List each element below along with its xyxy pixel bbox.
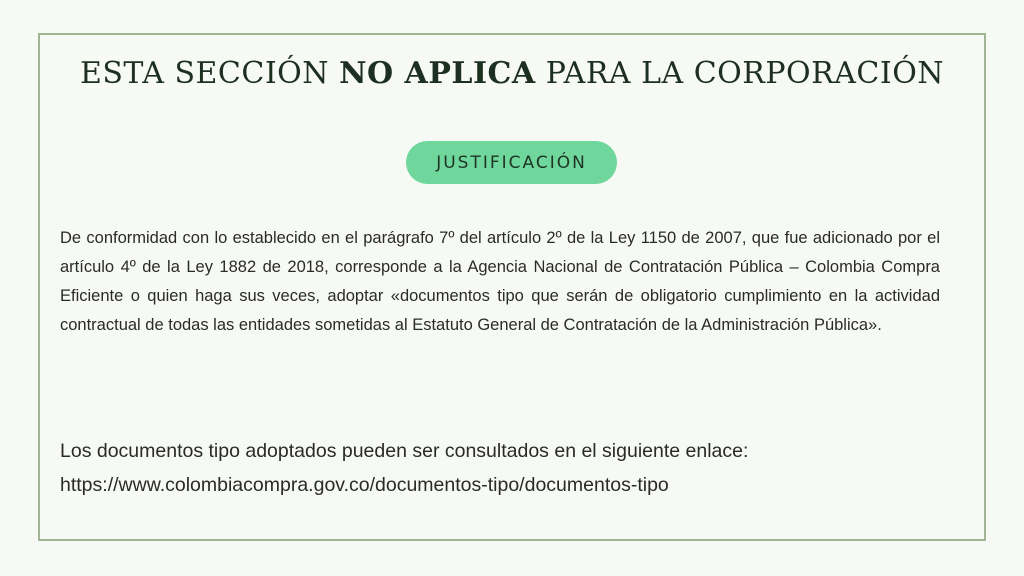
title-emphasis: NO APLICA [339,56,536,91]
consult-paragraph [60,434,940,502]
justification-badge [406,141,617,184]
consult-text: Los documentos tipo adoptados pueden ser consultados en el siguiente enlace: [60,440,749,462]
title-part-1: ESTA SECCIÓN [79,56,340,91]
title-part-2: PARA LA CORPORACIÓN [535,56,945,91]
justification-paragraph: De conformidad con lo establecido en el parágrafo 7º del artículo 2º de la Ley 1150 de 2007, que fue adicionado por el artículo 4º de la Ley 1882 de 2018, corresponde a la Agencia Nacional de Contratación Pública – Colombia Compra Eficiente o quien haga sus veces, adoptar «documentos tipo que serán de obligatorio cumplimiento en la actividad contractual de todas las entidades sometidas al Estatuto General de Contratación de la Administración Pública». [60,229,940,334]
documents-link[interactable]: https://www.colombiacompra.gov.co/documentos-tipo/documentos-tipo [60,474,669,496]
justification-badge-label: JUSTIFICACIÓN [436,152,587,173]
page-title [38,56,986,91]
